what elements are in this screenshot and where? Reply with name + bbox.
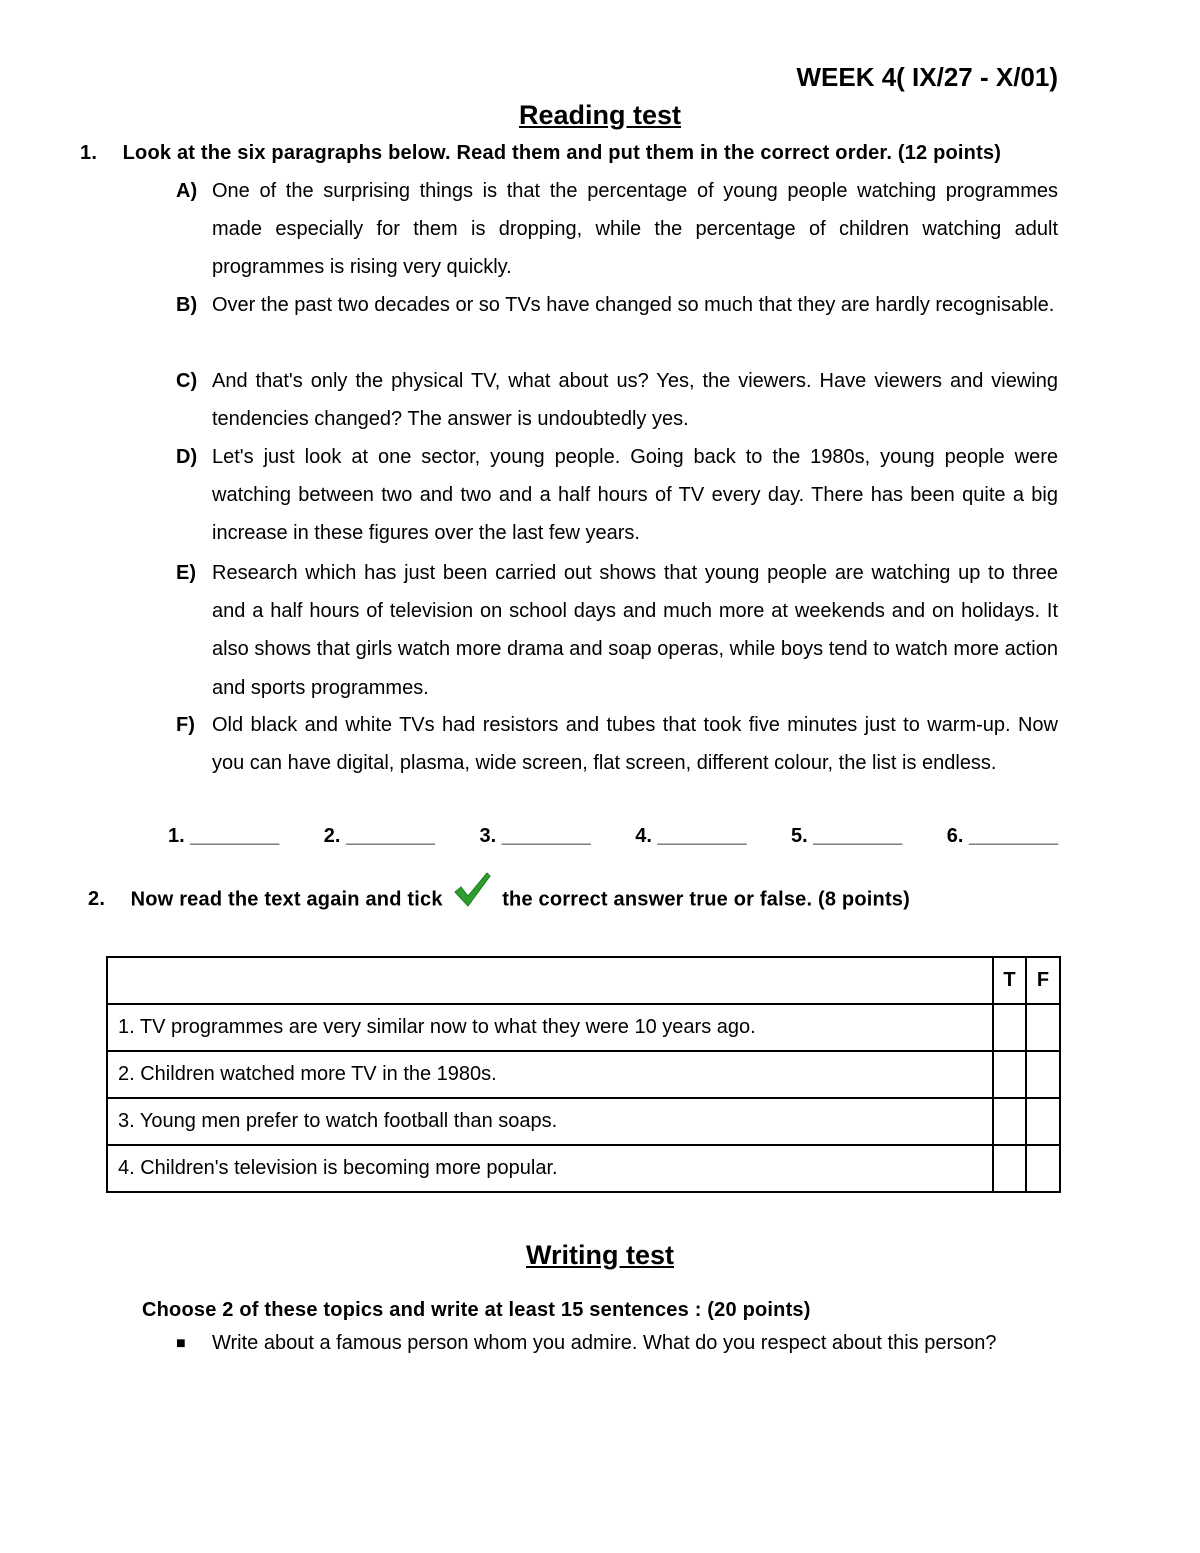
square-bullet-icon: ■: [176, 1335, 186, 1352]
paragraph-text: Old black and white TVs had resistors and tubes that took five minutes just to warm-up. Now you can have digital, plasma, wide screen, flat screen, different colour, the list is endless.: [212, 714, 1058, 775]
statement-cell: 2. Children watched more TV in the 1980s.: [107, 1051, 993, 1098]
writing-instruction: Choose 2 of these topics and write at least 15 sentences : (20 points): [142, 1299, 811, 1321]
true-checkbox-cell[interactable]: [993, 1051, 1026, 1098]
question-2-text-start: Now read the text again and tick: [130, 888, 443, 911]
paragraph-b: [176, 286, 1058, 324]
checkmark-icon: [452, 870, 492, 916]
paragraph-letter: F): [176, 714, 195, 736]
answer-blank-6[interactable]: 6. ________: [946, 825, 1058, 847]
false-checkbox-cell[interactable]: [1026, 1098, 1060, 1145]
table-row: [107, 1145, 1060, 1192]
paragraph-text: Let's just look at one sector, young people. Going back to the 1980s, young people were watching between two and two and a half hours of TV every day. There has been quite a big increase in these figures over the last few years.: [212, 446, 1058, 545]
false-checkbox-cell[interactable]: [1026, 1145, 1060, 1192]
table-header-statement: [107, 957, 993, 1004]
table-row: [107, 1098, 1060, 1145]
writing-topic-text: Write about a famous person whom you admire. What do you respect about this person?: [212, 1332, 997, 1354]
question-2: [88, 884, 910, 916]
paragraph-letter: D): [176, 446, 198, 468]
question-1: [80, 142, 1001, 165]
true-checkbox-cell[interactable]: [993, 1145, 1026, 1192]
table-row: [107, 1004, 1060, 1051]
answer-blank-4[interactable]: 4. ________: [635, 825, 747, 847]
statement-cell: 4. Children's television is becoming more popular.: [107, 1145, 993, 1192]
paragraph-letter: C): [176, 370, 198, 392]
paragraph-a: [176, 172, 1058, 287]
question-1-number: 1.: [80, 142, 98, 164]
paragraph-text: Research which has just been carried out shows that young people are watching up to three and a half hours of television on school days and much more at weekends and on holidays. It also shows that girls watch more drama and soap operas, while boys tend to watch more action and sports programmes.: [212, 562, 1058, 699]
true-false-table: [106, 956, 1061, 1193]
paragraph-f: [176, 706, 1058, 782]
table-row: [107, 1051, 1060, 1098]
paragraph-text: One of the surprising things is that the percentage of young people watching programmes made especially for them is dropping, while the percentage of children watching adult programmes is rising very quickly.: [212, 180, 1058, 279]
table-header-row: [107, 957, 1060, 1004]
paragraph-c: [176, 362, 1058, 438]
answer-blank-5[interactable]: 5. ________: [791, 825, 903, 847]
paragraph-text: And that's only the physical TV, what about us? Yes, the viewers. Have viewers and viewing tendencies changed? The answer is undoubtedly yes.: [212, 370, 1058, 431]
paragraph-letter: A): [176, 180, 198, 202]
reading-test-title: Reading test: [518, 100, 682, 130]
writing-test-title: Writing test: [526, 1240, 674, 1270]
question-1-text: Look at the six paragraphs below. Read them and put them in the correct order. (12 points): [122, 142, 1002, 164]
true-checkbox-cell[interactable]: [993, 1004, 1026, 1051]
true-checkbox-cell[interactable]: [993, 1098, 1026, 1145]
question-2-text-end: the correct answer true or false. (8 points): [502, 888, 910, 911]
paragraph-e: [176, 554, 1058, 707]
column-header-true: T: [993, 957, 1026, 1004]
paragraph-d: [176, 438, 1058, 553]
order-answer-blanks: [168, 825, 1058, 848]
writing-topic-1: [176, 1324, 1058, 1363]
column-header-false: F: [1026, 957, 1060, 1004]
statement-cell: 3. Young men prefer to watch football than soaps.: [107, 1098, 993, 1145]
paragraph-letter: E): [176, 562, 196, 584]
answer-blank-2[interactable]: 2. ________: [323, 825, 435, 847]
statement-cell: 1. TV programmes are very similar now to what they were 10 years ago.: [107, 1004, 993, 1051]
answer-blank-3[interactable]: 3. ________: [479, 825, 591, 847]
paragraph-letter: B): [176, 294, 198, 316]
question-2-number: 2.: [88, 888, 106, 911]
false-checkbox-cell[interactable]: [1026, 1051, 1060, 1098]
paragraph-text: Over the past two decades or so TVs have changed so much that they are hardly recognisable.: [212, 294, 1055, 316]
week-heading: WEEK 4( IX/27 - X/01): [796, 62, 1058, 92]
answer-blank-1[interactable]: 1. ________: [168, 825, 280, 847]
false-checkbox-cell[interactable]: [1026, 1004, 1060, 1051]
